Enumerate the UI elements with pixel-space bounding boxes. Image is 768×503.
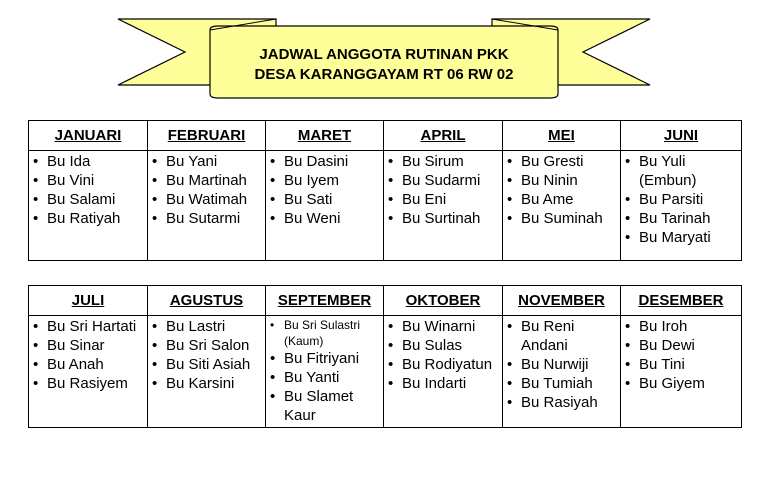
member-list [29, 316, 147, 393]
member-item: • Bu Watimah [148, 190, 265, 209]
title-line-1: JADWAL ANGGOTA RUTINAN PKK [259, 46, 509, 63]
month-header-maret: MARET [266, 121, 384, 151]
member-cell-februari [148, 151, 266, 261]
month-header-september: SEPTEMBER [266, 286, 384, 316]
member-list [148, 151, 265, 228]
member-cell-agustus [148, 316, 266, 428]
schedule-table-jul-dec [28, 285, 742, 428]
member-item: • Bu Anah [29, 355, 147, 374]
member-cell-desember [621, 316, 742, 428]
member-cell-juli [29, 316, 148, 428]
month-header-november: NOVEMBER [503, 286, 621, 316]
member-item: • Bu Tini [621, 355, 741, 374]
member-item: • Bu Salami [29, 190, 147, 209]
month-header-juli: JULI [29, 286, 148, 316]
member-cell-juni [621, 151, 742, 261]
month-header-agustus: AGUSTUS [148, 286, 266, 316]
member-item: • Bu Sri Hartati [29, 317, 147, 336]
member-row [29, 151, 742, 261]
month-header-februari: FEBRUARI [148, 121, 266, 151]
member-cell-maret [266, 151, 384, 261]
member-item: • Bu Iroh [621, 317, 741, 336]
member-item: • Bu Ratiyah [29, 209, 147, 228]
month-header-row [29, 286, 742, 316]
member-list [621, 151, 741, 247]
schedule-table-jan-jun [28, 120, 742, 261]
member-cell-november [503, 316, 621, 428]
member-cell-april [384, 151, 503, 261]
member-item: • Bu Slamet Kaur [266, 387, 383, 425]
month-header-mei: MEI [503, 121, 621, 151]
member-item: • Bu Karsini [148, 374, 265, 393]
member-item: • Bu Lastri [148, 317, 265, 336]
member-item: • Bu Rodiyatun [384, 355, 502, 374]
month-header-oktober: OKTOBER [384, 286, 503, 316]
member-list [503, 151, 620, 228]
member-item: • Bu Suminah [503, 209, 620, 228]
member-item: • Bu Yani [148, 152, 265, 171]
member-list [29, 151, 147, 228]
member-item: • Bu Eni [384, 190, 502, 209]
member-cell-januari [29, 151, 148, 261]
member-item: • Bu Sirum [384, 152, 502, 171]
member-item: • Bu Indarti [384, 374, 502, 393]
member-item: • Bu Parsiti [621, 190, 741, 209]
title-line-2: DESA KARANGGAYAM RT 06 RW 02 [254, 66, 514, 83]
member-item: • Bu Sri Sulastri (Kaum) [266, 317, 383, 349]
member-list [384, 151, 502, 228]
member-item: • Bu Sulas [384, 336, 502, 355]
member-item: • Bu Gresti [503, 152, 620, 171]
member-list [266, 316, 383, 425]
member-list [384, 316, 502, 393]
member-item: • Bu Dewi [621, 336, 741, 355]
member-list [148, 316, 265, 393]
member-item: • Bu Rasiyem [29, 374, 147, 393]
member-cell-mei [503, 151, 621, 261]
member-item: • Bu Rasiyah [503, 393, 620, 412]
member-item: • Bu Sri Salon [148, 336, 265, 355]
month-header-row [29, 121, 742, 151]
member-item: • Bu Winarni [384, 317, 502, 336]
member-item: • Bu Giyem [621, 374, 741, 393]
member-item: • Bu Reni Andani [503, 317, 620, 355]
member-item: • Bu Yanti [266, 368, 383, 387]
member-item: • Bu Tarinah [621, 209, 741, 228]
member-row [29, 316, 742, 428]
member-item: • Bu Tumiah [503, 374, 620, 393]
member-item: • Bu Siti Asiah [148, 355, 265, 374]
member-item: • Bu Dasini [266, 152, 383, 171]
month-header-april: APRIL [384, 121, 503, 151]
member-item: • Bu Martinah [148, 171, 265, 190]
member-item: • Bu Sati [266, 190, 383, 209]
member-item: • Bu Vini [29, 171, 147, 190]
member-item: • Bu Ninin [503, 171, 620, 190]
member-item: • Bu Surtinah [384, 209, 502, 228]
member-list [621, 316, 741, 393]
member-item: • Bu Iyem [266, 171, 383, 190]
member-item: • Bu Yuli (Embun) [621, 152, 741, 190]
member-item: • Bu Fitriyani [266, 349, 383, 368]
member-list [266, 151, 383, 228]
member-item: • Bu Ame [503, 190, 620, 209]
member-item: • Bu Sudarmi [384, 171, 502, 190]
member-item: • Bu Nurwiji [503, 355, 620, 374]
month-header-juni: JUNI [621, 121, 742, 151]
member-item: • Bu Weni [266, 209, 383, 228]
month-header-desember: DESEMBER [621, 286, 742, 316]
member-list [503, 316, 620, 412]
member-item: • Bu Sutarmi [148, 209, 265, 228]
member-item: • Bu Maryati [621, 228, 741, 247]
member-item: • Bu Ida [29, 152, 147, 171]
member-cell-oktober [384, 316, 503, 428]
month-header-januari: JANUARI [29, 121, 148, 151]
member-item: • Bu Sinar [29, 336, 147, 355]
member-cell-september [266, 316, 384, 428]
